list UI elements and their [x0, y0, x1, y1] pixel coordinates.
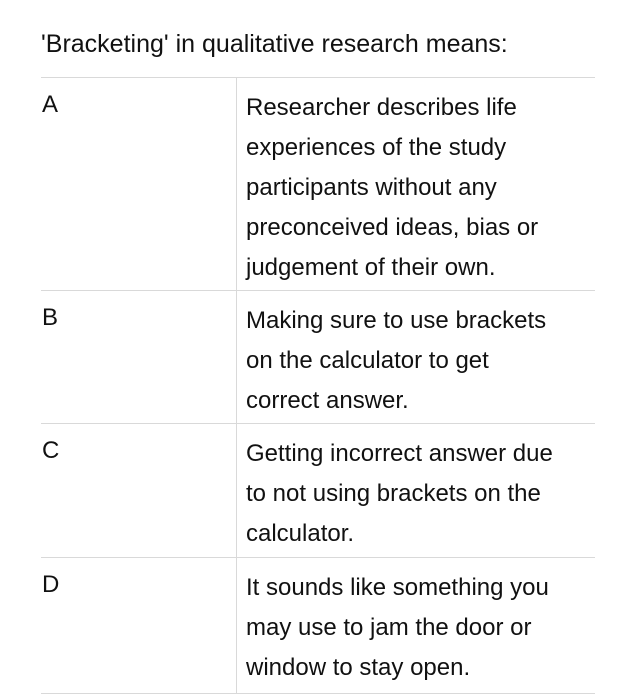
option-letter: A: [41, 78, 237, 290]
option-letter: B: [41, 291, 237, 423]
option-text: It sounds like something you may use to jam the door or window to stay open.: [246, 574, 549, 681]
option-row-b: [41, 291, 595, 424]
question-text: 'Bracketing' in qualitative research means:: [41, 30, 508, 58]
option-text: Making sure to use brackets on the calculator to get correct answer.: [246, 307, 547, 414]
option-text: Researcher describes life experiences of the study participants without any preconceived ideas, bias or judgement of their own.: [246, 94, 539, 281]
option-text: Getting incorrect answer due to not using brackets on the calculator.: [246, 440, 553, 547]
options-table: [41, 77, 595, 694]
option-row-c: [41, 424, 595, 558]
option-letter: D: [41, 558, 237, 693]
option-letter: C: [41, 424, 237, 557]
option-row-a: [41, 78, 595, 291]
option-row-d: [41, 558, 595, 694]
